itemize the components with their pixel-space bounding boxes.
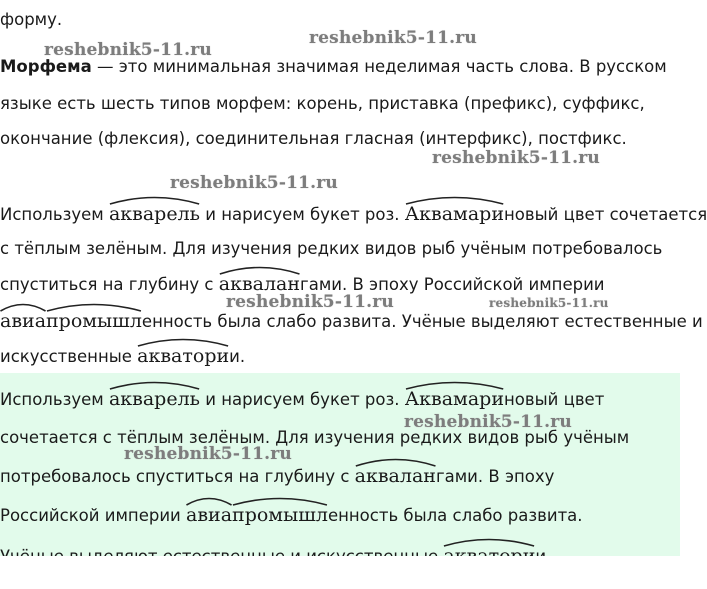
root-text: акварель: [108, 203, 201, 225]
root-akvamarin: [405, 203, 504, 225]
text-fragment: новый цвет сочетается: [504, 205, 707, 224]
text-line: [0, 129, 627, 149]
watermark: reshebnik5-11.ru: [309, 28, 477, 48]
green-line-4: [0, 505, 583, 525]
root-akvalang: [219, 273, 300, 295]
watermark: reshebnik5-11.ru: [170, 173, 338, 193]
text-line: [0, 94, 645, 114]
text-fragment: и нарисуем букет роз.: [200, 390, 405, 409]
example-line-1: [0, 204, 707, 224]
root-promyshl: [46, 310, 142, 332]
green-line-3: [0, 466, 554, 486]
root-akvatori: [137, 345, 229, 367]
root-avia: [186, 504, 232, 526]
root-text: авиа: [186, 504, 233, 526]
root-text: Аквамари: [404, 388, 504, 410]
text-fragment: потребовалось спуститься на глубину с: [0, 467, 355, 486]
root-avia: [0, 310, 46, 332]
watermark: reshebnik5-11.ru: [404, 412, 572, 432]
text-fragment: новый цвет: [504, 390, 605, 409]
watermark: reshebnik5-11.ru: [432, 148, 600, 168]
root-text: аквалан: [218, 273, 301, 295]
example-line-2: [0, 239, 662, 259]
root-akvarel: [109, 203, 200, 225]
root-text: Аквамари: [404, 203, 504, 225]
example-line-5: [0, 346, 245, 366]
root-promyshl: [232, 504, 328, 526]
text-fragment: окончание (флексия), соединительная гласная (интерфикс), постфикс.: [0, 129, 627, 148]
page-bottom-blank: [0, 556, 680, 589]
root-text: промышл: [232, 504, 328, 526]
text-fragment: искусственные: [0, 347, 138, 366]
root-akvarel: [109, 388, 200, 410]
text-fragment: сочетается с тёплым зелёным. Для изучения редких видов рыб учёным: [0, 428, 630, 447]
root-text: акварель: [108, 388, 201, 410]
watermark: reshebnik5-11.ru: [124, 444, 292, 464]
text-fragment: языке есть шесть типов морфем: корень, приставка (префикс), суффикс,: [0, 94, 645, 113]
text-fragment: и нарисуем букет роз.: [200, 205, 405, 224]
text-fragment: енность была слабо развита. Учёные выделяют естественные и: [141, 312, 703, 331]
text-line: [0, 10, 62, 30]
root-text: акватори: [137, 345, 230, 367]
watermark: reshebnik5-11.ru: [44, 40, 212, 60]
root-text: авиа: [0, 310, 47, 332]
text-fragment: Используем: [0, 390, 109, 409]
example-line-4: [0, 311, 703, 331]
definition-line: [0, 57, 667, 77]
text-fragment: гами. В эпоху: [435, 467, 555, 486]
green-line-1: [0, 389, 604, 409]
term-morpheme: Морфема: [0, 57, 92, 76]
root-text: промышл: [46, 310, 142, 332]
root-akvamarin: [405, 388, 504, 410]
text-fragment: Используем: [0, 205, 109, 224]
text-fragment: — это минимальная значимая неделимая часть слова. В русском: [91, 57, 667, 76]
text-fragment: и.: [229, 347, 246, 366]
root-text: аквалан: [354, 465, 436, 487]
example-line-3: [0, 274, 605, 294]
text-fragment: форму.: [0, 10, 63, 29]
root-akvalang: [355, 465, 436, 487]
text-fragment: Российской империи: [0, 506, 187, 525]
text-fragment: енность была слабо развита.: [327, 506, 583, 525]
text-fragment: с тёплым зелёным. Для изучения редких видов рыб учёным потребовалось: [0, 239, 663, 258]
text-fragment: спуститься на глубину с: [0, 275, 219, 294]
watermark: reshebnik5-11.ru: [226, 292, 394, 312]
watermark: reshebnik5-11.ru: [489, 296, 609, 310]
text-fragment: гами. В эпоху Российской империи: [300, 275, 605, 294]
